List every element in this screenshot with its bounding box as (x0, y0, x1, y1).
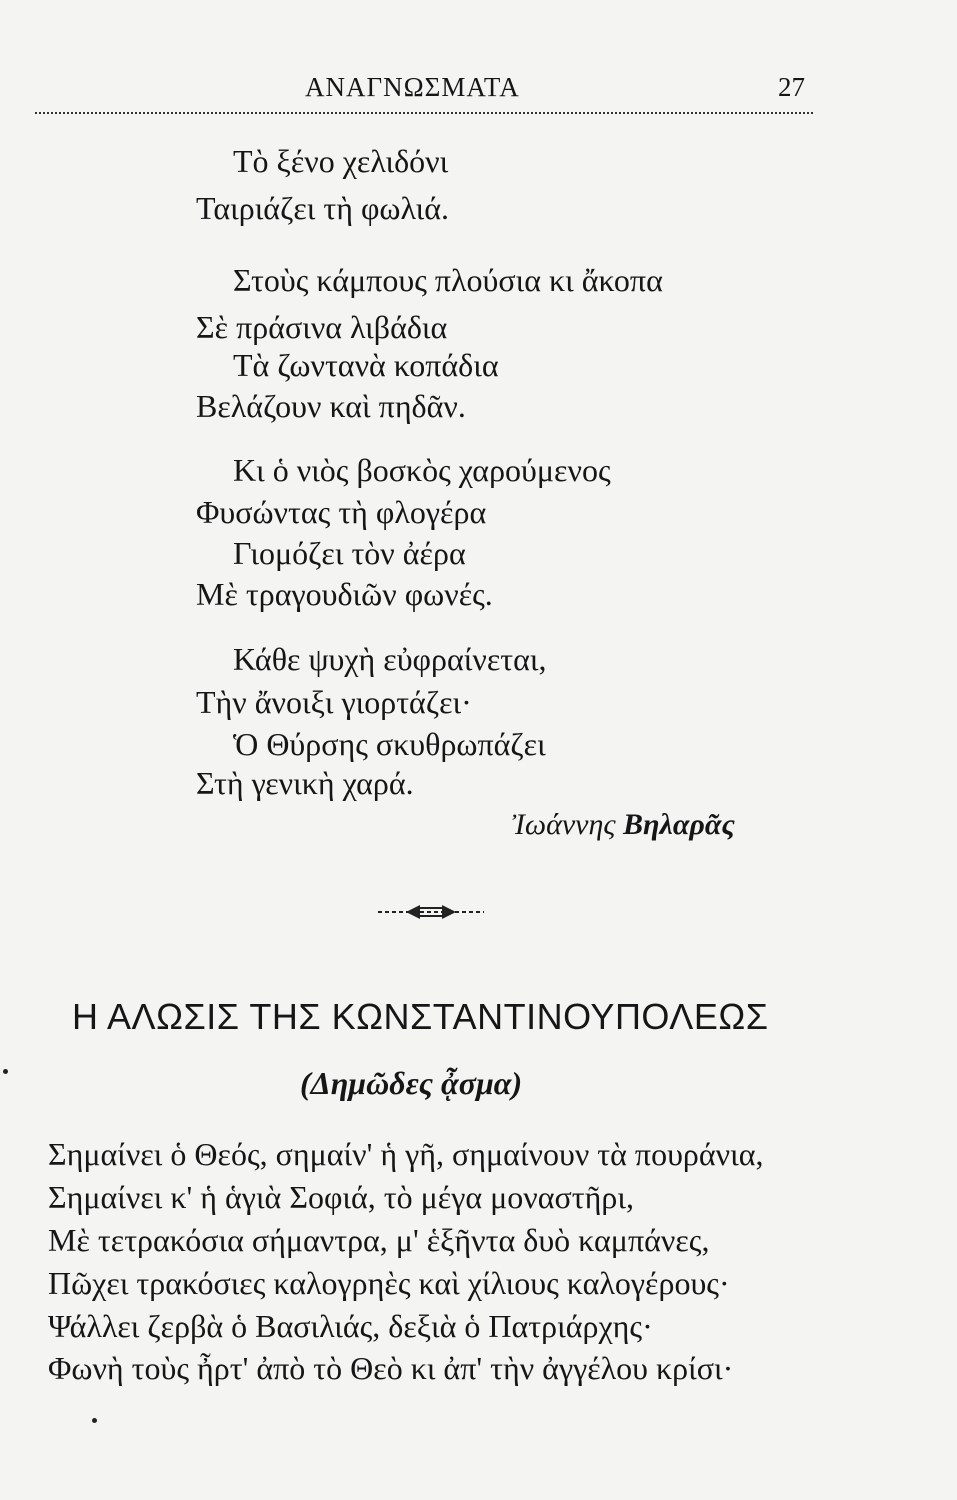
ornament-divider-icon (376, 897, 486, 927)
poem-line: Τὸ ξένο χελιδόνι (233, 143, 449, 179)
print-speck (3, 1069, 8, 1074)
poem-line: Στὴ γενικὴ χαρά. (196, 765, 414, 801)
poem-line: Σημαίνει κ' ἡ ἁγιὰ Σοφιά, τὸ μέγα μοναστῆρι, (48, 1179, 634, 1215)
running-title: ΑΝΑΓΝΩΣΜΑΤΑ (305, 72, 520, 102)
print-speck (92, 1418, 97, 1423)
poem-line: Ταιριάζει τὴ φωλιά. (196, 190, 449, 226)
poem-line: Κι ὁ νιὸς βοσκὸς χαρούμενος (233, 452, 611, 488)
poem-line: Σημαίνει ὁ Θεός, σημαίν' ἡ γῆ, σημαίνουν τὰ πουράνια, (48, 1136, 764, 1172)
poem-line: Κάθε ψυχὴ εὐφραίνεται, (233, 641, 547, 677)
poem-line: Ψάλλει ζερβὰ ὁ Βασιλιάς, δεξιὰ ὁ Πατριάρχης· (48, 1308, 653, 1344)
poem-line: Βελάζουν καὶ πηδᾶν. (196, 388, 466, 424)
section-subtitle: (Δημῶδες ᾆσμα) (300, 1065, 523, 1101)
poem-line: Τὴν ἄνοιξι γιορτάζει· (196, 684, 472, 720)
poem-line: Ὁ Θύρσης σκυθρωπάζει (233, 726, 546, 762)
running-header (0, 72, 957, 112)
author-first-name: Ἰωάννης (512, 808, 616, 841)
poem-line: Μὲ τετρακόσια σήμαντρα, μ' ἑξῆντα δυὸ καμπάνες, (48, 1222, 710, 1258)
poem-line: Σὲ πράσινα λιβάδια (196, 309, 448, 345)
page-number: 27 (778, 72, 805, 102)
poem-line: Μὲ τραγουδιῶν φωνές. (196, 576, 493, 612)
poem-line: Φωνὴ τοὺς ἦρτ' ἀπὸ τὸ Θεὸ κι ἀπ' τὴν ἀγγέλου κρίσι· (48, 1350, 734, 1386)
header-rule (35, 112, 813, 114)
poem-line: Στοὺς κάμπους πλούσια κι ἄκοπα (233, 262, 663, 298)
poem-line: Πῶχει τρακόσιες καλογρηὲς καὶ χίλιους καλογέρους· (48, 1265, 730, 1301)
section-title: Η ΑΛΩΣΙΣ ΤΗΣ ΚΩΝΣΤΑΝΤΙΝΟΥΠΟΛΕΩΣ (72, 996, 769, 1037)
poem-line: Τὰ ζωντανὰ κοπάδια (233, 347, 499, 383)
poem-author (512, 808, 735, 842)
poem-line: Γιομόζει τὸν ἀέρα (233, 535, 466, 571)
poem-line: Φυσώντας τὴ φλογέρα (196, 494, 487, 530)
author-last-name: Βηλαρᾶς (623, 808, 735, 841)
